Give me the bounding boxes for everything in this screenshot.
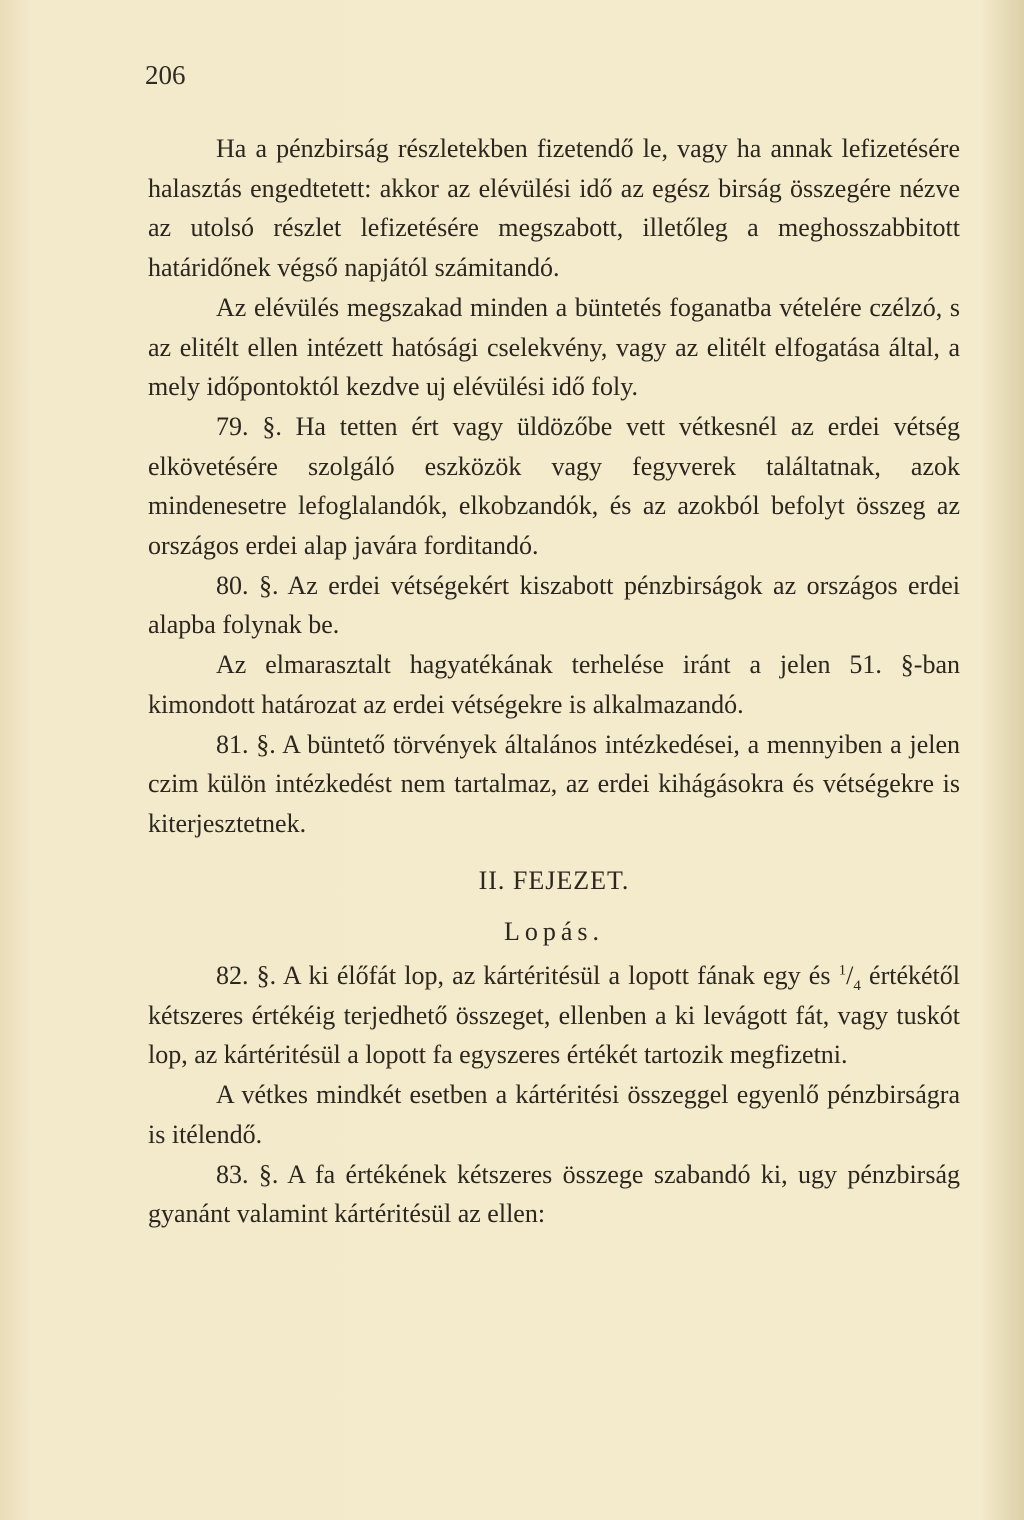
paragraph: A vétkes mindkét esetben a kártéritési összeggel egyenlő pénzbirságra is itélendő. (148, 1080, 960, 1149)
fraction-denominator: 4 (853, 978, 861, 995)
paragraph: Az elévülés megszakad minden a büntetés foganatba vételére czélzó, s az elitélt ellen intézett hatósági cselekvény, vagy az elitélt elfogatása által, a mely időpontoktól kezdve uj elévülési idő foly. (148, 292, 960, 402)
paragraph: 83. §. A fa értékének kétszeres összege szabandó ki, ugy pénzbirság gyanánt valamint kártéritésül az ellen: (148, 1159, 960, 1229)
paragraph: Az elmarasztalt hagyatékának terhelése iránt a jelen 51. §-ban kimondott határozat az erdei vétségekre is alkalmazandó. (148, 650, 960, 719)
page-number: 206 (145, 60, 186, 90)
body-text (148, 129, 960, 1234)
fraction-numerator: 1 (838, 962, 847, 979)
paragraph: 80. §. Az erdei vétségekért kiszabott pénzbirságok az országos erdei alapba folynak be. (148, 570, 960, 640)
paragraph: 81. §. A büntető törvények általános intézkedései, a mennyiben a jelen czim külön intézkedést nem tartalmaz, az erdei kihágásokra és vétségekre is kiterjesztetnek. (148, 729, 960, 838)
paragraph-82: 82. §. A ki élőfát lop, az kártéritésül a lopott fának egy és $^1/_4$ értékétől kétszeres értékéig terjedhető összeget, ellenben a ki levágott fát, vagy tuskót lop, az kártéritésül a lopott fa egyszeres értékét tartozik megfizetni. (148, 961, 961, 1070)
paragraph: 79. §. Ha tetten ért vagy üldözőbe vett vétkesnél az erdei vétség elkövetésére szolgáló eszközök vagy fegyverek találtatnak, azok mindenesetre lefoglalandók, elkobzandók, és az azokból befolyt összeg az országos erdei alap javára forditandó. (148, 411, 960, 561)
section-title: Lopás. (503, 917, 605, 947)
paragraph-82-text-start: 82. §. A ki élőfát lop, az kártéritésül a lopott fának egy és (216, 961, 839, 991)
chapter-title: II. FEJEZET. (478, 865, 630, 895)
paragraph: Ha a pénzbirság részletekben fizetendő le, vagy ha annak lefizetésére halasztás engedtetett: akkor az elévülési idő az egész birság összegére nézve az utolsó részlet lefizetésére megszabott, illetőleg a meghosszabbitott határidőnek végső napjától számitandó. (148, 134, 960, 283)
paragraph-82-text-end: értékétől kétszeres értékéig terjedhető összeget, ellenben a ki levágott fát, vagy tuskót lop, az kártéritésül a lopott fa egyszeres értékét tartozik megfizetni. (148, 961, 961, 1070)
